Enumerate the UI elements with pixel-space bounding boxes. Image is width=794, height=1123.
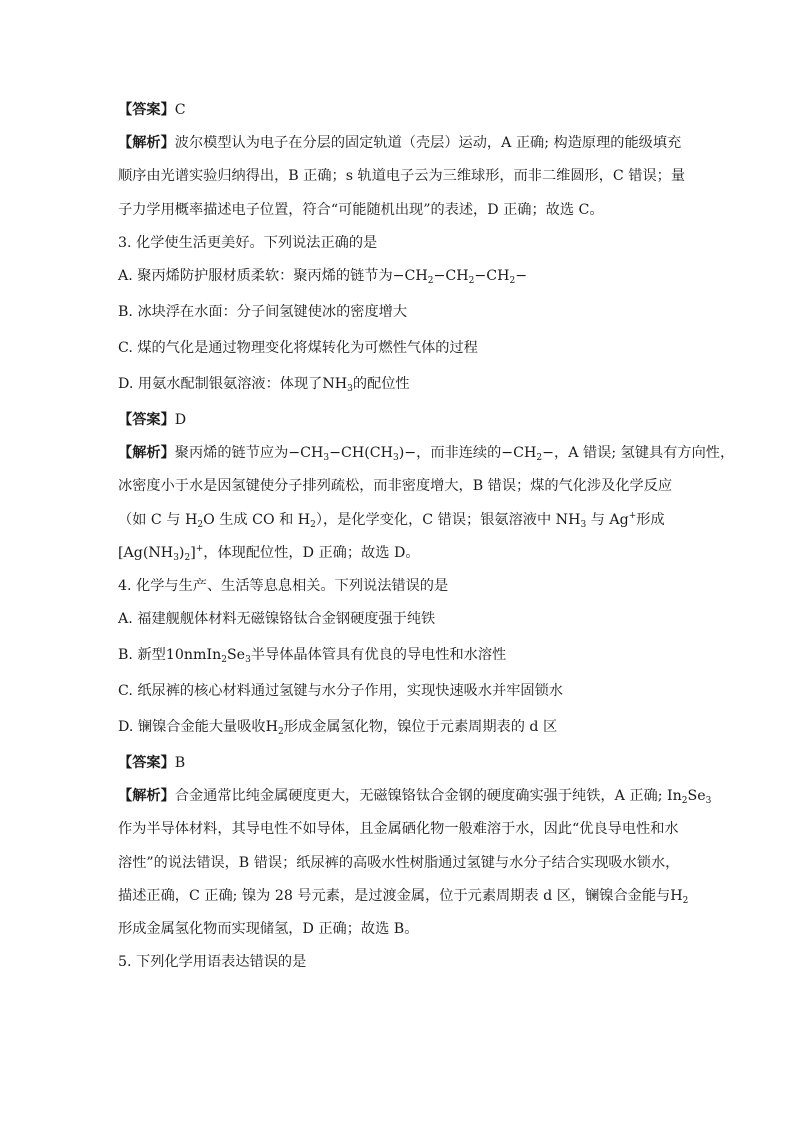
q4-answer xyxy=(118,753,678,773)
q4-stem: 4. 化学与生产、生活等息息相关。下列说法错误的是 xyxy=(118,577,449,594)
q4-option-a: A. 福建舰舰体材料无磁镍铬钛合金钢硬度强于纯铁 xyxy=(118,611,436,628)
answer-tag: 【答案】 xyxy=(118,411,175,428)
q2-answer xyxy=(118,100,678,120)
q3-analysis-line-4: $[Ag(NH_3)_2]^+$，体现配位性，D 正确；故选 D。 xyxy=(118,543,420,563)
q3-analysis-line-3: （如 C 与 $H_2O$ 生成 CO 和 $H_2$），是化学变化，C 错误；银氨溶液中 $NH_3$ 与 Ag+形成 xyxy=(118,510,665,530)
analysis-tag: 【解析】 xyxy=(118,788,175,805)
answer-value: D xyxy=(174,411,187,428)
q3-option-a: A. 聚丙烯防护服材质柔软：聚丙烯的链节为$-CH_2-CH_2-CH_2-$ xyxy=(118,267,528,286)
q4-option-c: C. 纸尿裤的核心材料通过氢键与水分子作用，实现快速吸水并牢固锁水 xyxy=(118,683,563,700)
q2-analysis-line-1: 【解析】波尔模型认为电子在分层的固定轨道（壳层）运动，A 正确; 构造原理的能级填充 xyxy=(118,135,682,152)
q4-analysis-line-3: 溶性”的说法错误，B 错误；纸尿裤的高吸水性树脂通过氢键与水分子结合实现吸水锁水， xyxy=(118,854,680,871)
q4-analysis-line-2: 作为半导体材料，其导电性不如导体，且金属硒化物一般难溶于水，因此“优良导电性和水 xyxy=(118,821,679,838)
q4-analysis-line-5: 形成金属氢化物而实现储氢，D 正确；故选 B。 xyxy=(118,921,419,937)
q3-answer xyxy=(118,410,678,430)
analysis-tag: 【解析】 xyxy=(118,135,175,152)
q4-option-b: B. 新型$10nmIn_2Se_3$半导体晶体管具有优良的导电性和水溶性 xyxy=(118,647,507,666)
answer-tag: 【答案】 xyxy=(118,755,175,772)
q2-analysis-line-3: 子力学用概率描述电子位置，符合“可能随机出现”的表述，D 正确；故选 C。 xyxy=(118,201,604,218)
q4-analysis-line-4: 描述正确，C 正确; 镍为 28 号元素，是过渡金属，位于元素周期表 d 区，镧镍合金能与$H_2$ xyxy=(118,887,689,906)
q2-analysis-line-2: 顺序由光谱实验归纳得出，B 正确；s 轨道电子云为三维球形，而非二维圆形，C 错误；量 xyxy=(118,168,686,185)
q4-option-d: D. 镧镍合金能大量吸收$H_2$形成金属氢化物，镍位于元素周期表的 d 区 xyxy=(118,719,558,738)
q3-option-d: D. 用氨水配制银氨溶液：体现了$NH_3$的配位性 xyxy=(118,375,410,394)
q5-stem: 5. 下列化学用语表达错误的是 xyxy=(118,954,307,971)
answer-tag: 【答案】 xyxy=(118,102,175,118)
q3-option-c: C. 煤的气化是通过物理变化将煤转化为可燃性气体的过程 xyxy=(118,339,478,356)
q4-analysis-line-1: 【解析】合金通常比纯金属硬度更大，无磁镍铬钛合金钢的硬度确实强于纯铁，A 正确; $In_2Se_3$ xyxy=(118,788,712,807)
q3-stem: 3. 化学使生活更美好。下列说法正确的是 xyxy=(118,234,378,251)
answer-value: C xyxy=(174,102,186,118)
analysis-tag: 【解析】 xyxy=(118,445,175,462)
q3-analysis-line-2: 冰密度小于水是因氢键使分子排列疏松，而非密度增大，B 错误；煤的气化涉及化学反应 xyxy=(118,478,673,495)
answer-value: B xyxy=(174,755,186,772)
document-page xyxy=(118,100,735,985)
q3-option-b: B. 冰块浮在水面：分子间氢键使冰的密度增大 xyxy=(118,303,408,320)
q3-analysis-line-1: 【解析】聚丙烯的链节应为$-CH_3-CH(CH_3)-$，而非连续的$-CH_2-$，A 错误; 氢键具有方向性， xyxy=(118,445,735,464)
